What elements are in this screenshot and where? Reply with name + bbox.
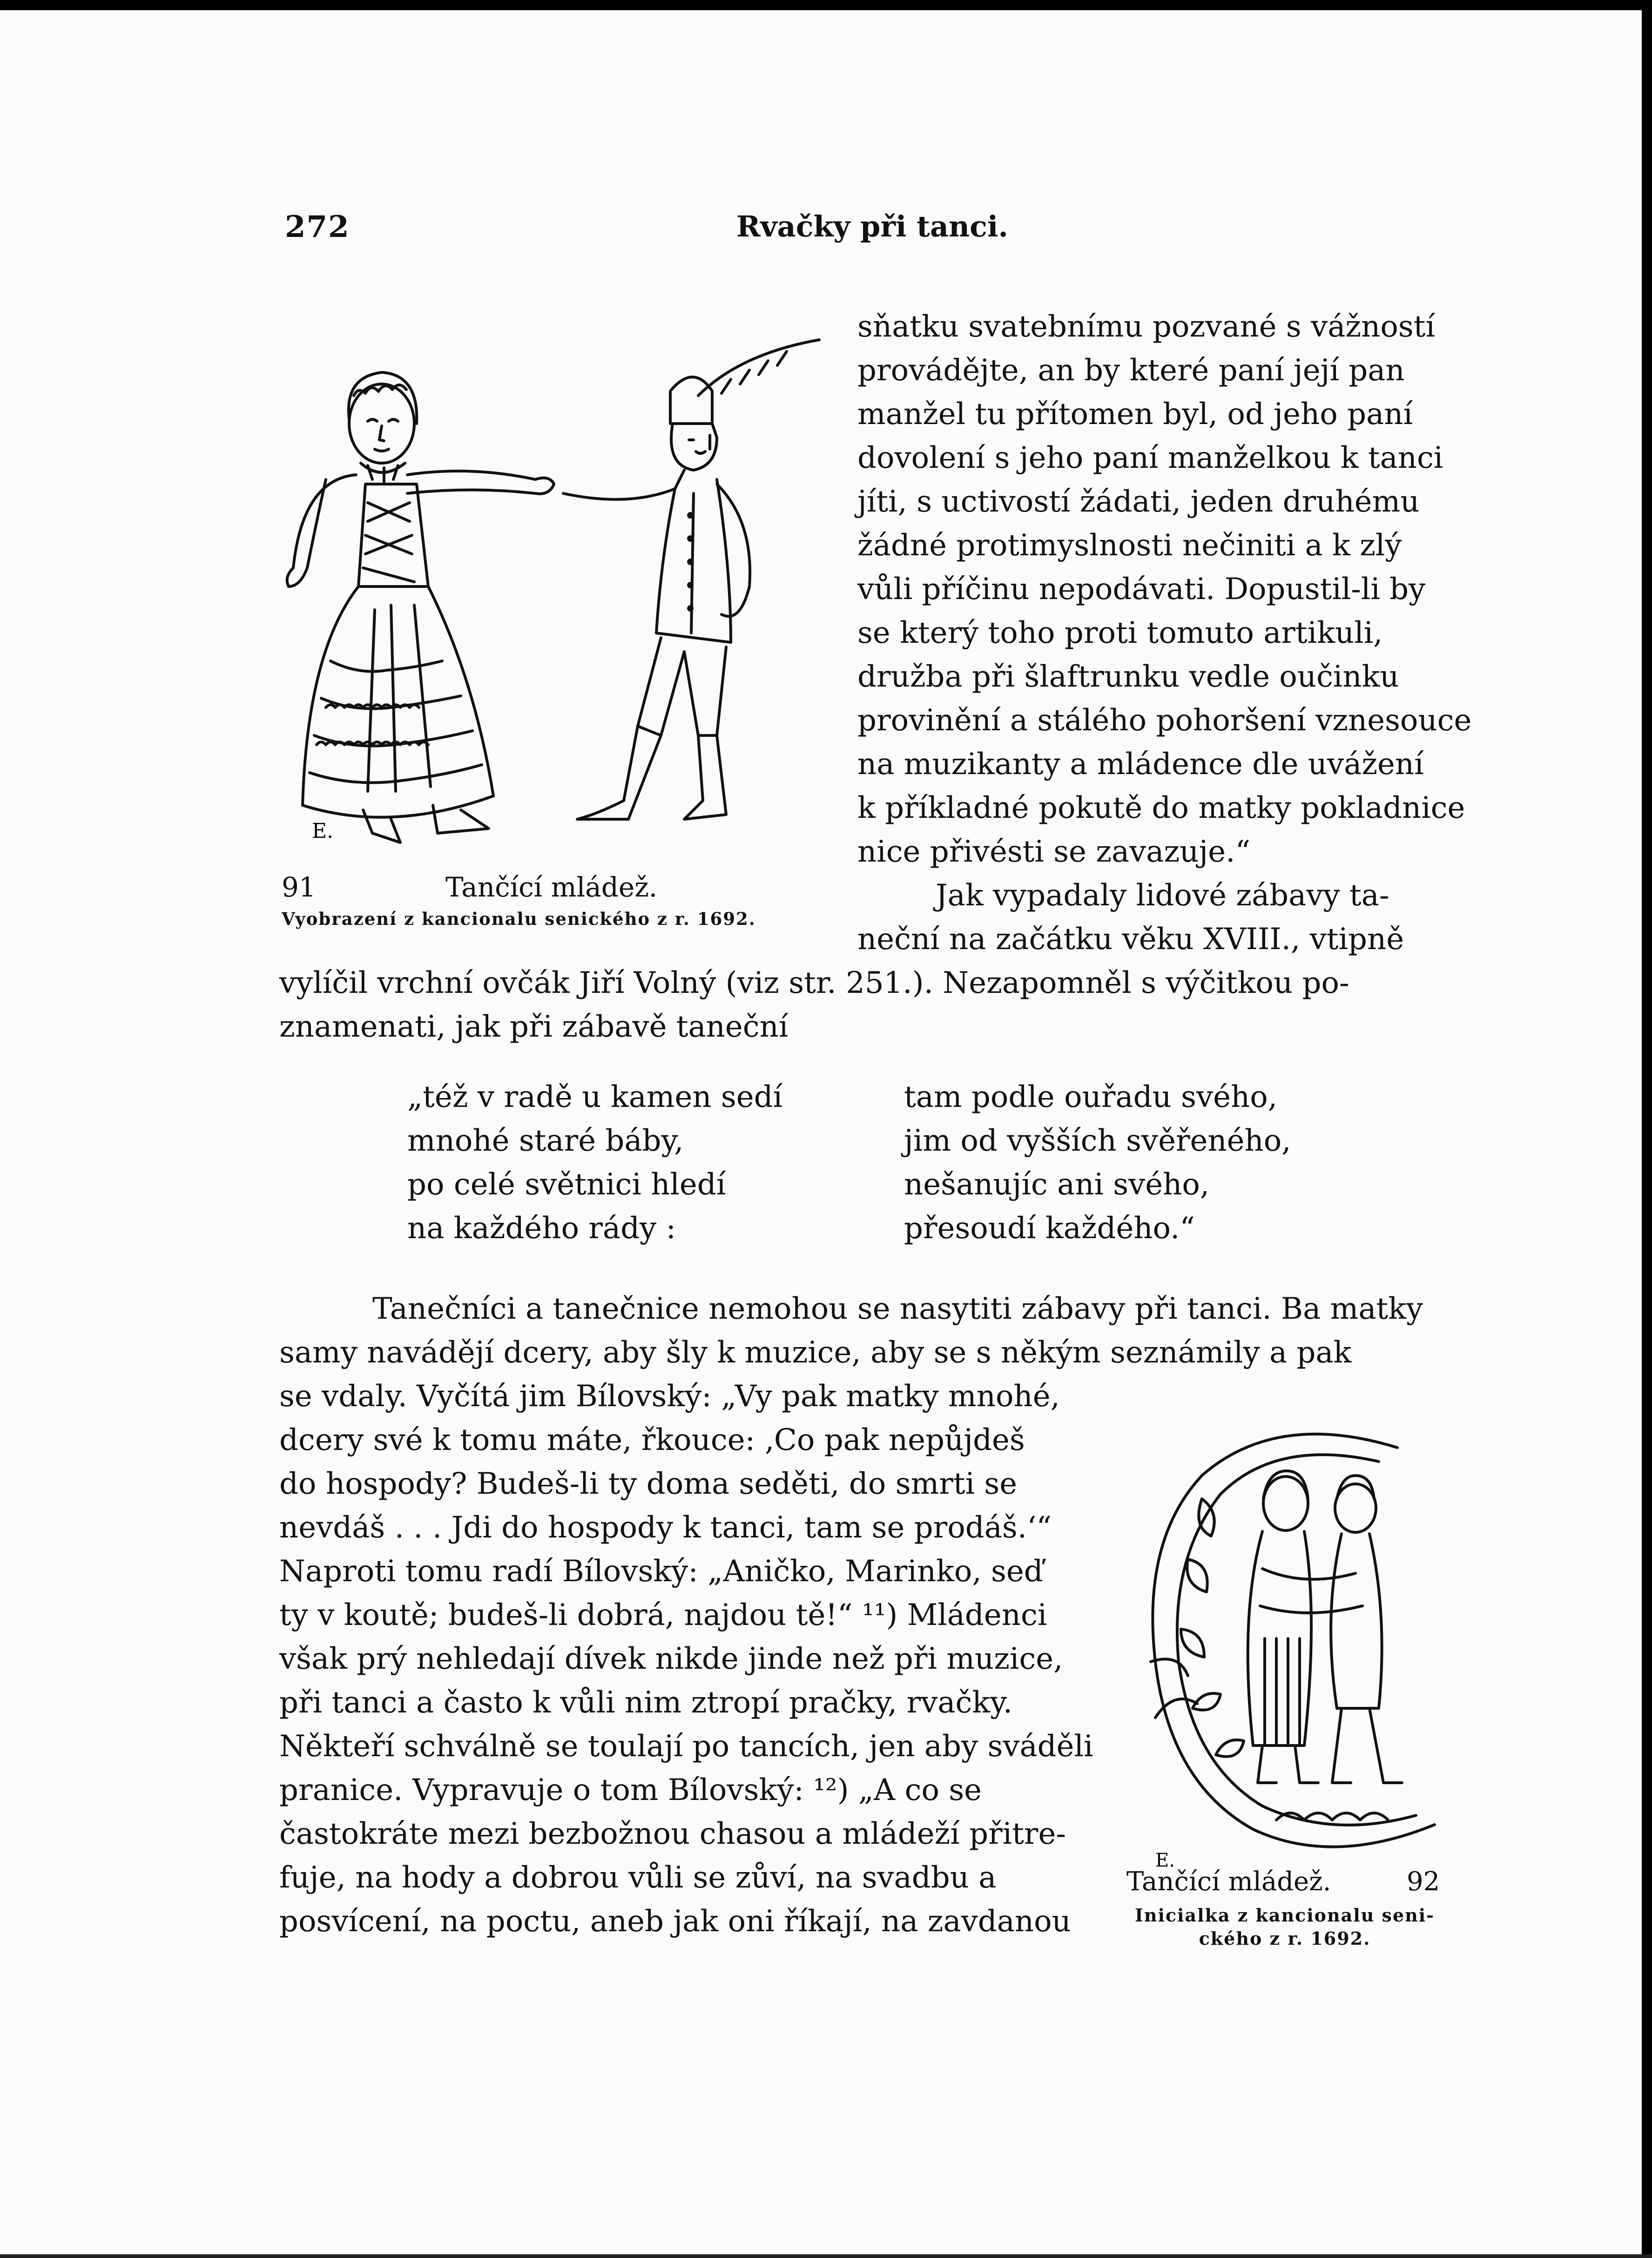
dancing-couple-drawing bbox=[275, 326, 847, 875]
text-line: se vdaly. Vyčítá jim Bílovský: „Vy pak matky mnohé, bbox=[279, 1379, 1060, 1414]
text-line: Tanečníci a tanečnice nemohou se nasytiti zábavy při tanci. Ba matky bbox=[372, 1292, 1423, 1326]
text-line: pranice. Vypravuje o tom Bílovský: ¹²) „A co se bbox=[279, 1773, 982, 1807]
text-line: častokráte mezi bezbožnou chasou a mládeží přitre- bbox=[279, 1817, 1066, 1851]
text-line: nevdáš . . . Jdi do hospody k tanci, tam se prodáš.‘“ bbox=[279, 1510, 1052, 1545]
scan-border-top bbox=[0, 0, 1652, 10]
text-line: ty v koutě; budeš-li dobrá, najdou tě!“ ¹¹) Mládenci bbox=[279, 1598, 1047, 1632]
figure-91-source: Vyobrazení z kancionalu senického z r. 1692. bbox=[282, 909, 756, 929]
figure-91-number: 91 bbox=[282, 871, 316, 903]
poem-line: „též v radě u kamen sedí bbox=[407, 1080, 783, 1114]
text-line: dcery své k tomu máte, řkouce: ‚Co pak nepůjdeš bbox=[279, 1423, 1025, 1457]
text-line: provinění a stálého pohoršení vznesouce bbox=[857, 703, 1472, 738]
text-line: se který toho proti tomuto artikuli, bbox=[857, 616, 1383, 650]
figure-92-source: Inicialka z kancionalu seni- bbox=[1135, 1905, 1435, 1926]
text-line: jíti, s uctivostí žádati, jeden druhému bbox=[857, 485, 1420, 519]
text-line: žádné protimyslnosti nečiniti a k zlý bbox=[857, 528, 1402, 563]
text-line: na muzikanty a mládence dle uvážení bbox=[857, 747, 1424, 782]
figure-91-illustration bbox=[275, 326, 847, 875]
text-line: posvícení, na poctu, aneb jak oni říkají, na zavdanou bbox=[279, 1904, 1071, 1939]
scan-border-right bbox=[1642, 0, 1652, 2258]
poem-line: jim od vyšších svěřeného, bbox=[904, 1124, 1291, 1158]
figure-91-signature: E. bbox=[312, 819, 334, 843]
text-line: Jak vypadaly lidové zábavy ta- bbox=[936, 878, 1389, 913]
scan-border-bottom bbox=[0, 2254, 1652, 2258]
figure-92-signature: E. bbox=[1155, 1850, 1175, 1871]
poem-line: tam podle ouřadu svého, bbox=[904, 1080, 1278, 1114]
text-line: však prý nehledají dívek nikde jinde než při muzice, bbox=[279, 1642, 1063, 1676]
text-line: samy navádějí dcery, aby šly k muzice, aby se s někým seznámily a pak bbox=[279, 1335, 1352, 1370]
text-line: manžel tu přítomen byl, od jeho paní bbox=[857, 397, 1413, 431]
poem-line: na každého rády : bbox=[407, 1211, 676, 1246]
text-line: k příkladné pokutě do matky pokladnice bbox=[857, 791, 1465, 825]
text-line: provádějte, an by které paní její pan bbox=[857, 353, 1405, 388]
page-header bbox=[0, 209, 1652, 265]
initial-letter-drawing bbox=[1137, 1420, 1444, 1885]
text-line: Někteří schválně se toulají po tancích, jen aby sváděli bbox=[279, 1729, 1093, 1764]
poem-line: nešanujíc ani svého, bbox=[904, 1167, 1210, 1202]
text-line: vůli příčinu nepodávati. Dopustil-li by bbox=[857, 572, 1426, 607]
joined-hands bbox=[535, 478, 554, 494]
running-head: Rvačky při tanci. bbox=[736, 209, 1008, 243]
woman-figure bbox=[287, 372, 535, 843]
figure-92-title: Tančící mládež. bbox=[1126, 1867, 1331, 1897]
figure-92-illustration bbox=[1137, 1420, 1444, 1885]
text-line: sňatku svatebnímu pozvané s vážností bbox=[857, 310, 1435, 344]
text-line: Naproti tomu radí Bílovský: „Aničko, Marinko, seď bbox=[279, 1554, 1043, 1589]
text-line: při tanci a často k vůli nim ztropí pračky, rvačky. bbox=[279, 1685, 1013, 1720]
page-number: 272 bbox=[285, 209, 350, 244]
text-line: družba při šlaftrunku vedle oučinku bbox=[857, 660, 1399, 694]
figure-91-title: Tančící mládež. bbox=[445, 871, 658, 903]
text-line: neční na začátku věku XVIII., vtipně bbox=[857, 922, 1404, 957]
text-line: fuje, na hody a dobrou vůli se zůví, na svadbu a bbox=[279, 1860, 997, 1895]
text-line: nice přivésti se zavazuje.“ bbox=[857, 835, 1251, 869]
figure-92-source: ckého z r. 1692. bbox=[1199, 1928, 1371, 1949]
poem-line: po celé světnici hledí bbox=[407, 1167, 726, 1202]
text-line: znamenati, jak při zábavě taneční bbox=[279, 1010, 789, 1044]
text-line: dovolení s jeho paní manželkou k tanci bbox=[857, 441, 1443, 475]
man-figure bbox=[563, 340, 819, 819]
figure-92-number: 92 bbox=[1407, 1867, 1440, 1897]
text-line: do hospody? Budeš-li ty doma seděti, do smrti se bbox=[279, 1467, 1018, 1501]
poem-line: mnohé staré báby, bbox=[407, 1124, 684, 1158]
poem-line: přesoudí každého.“ bbox=[904, 1211, 1195, 1246]
text-line: vylíčil vrchní ovčák Jiří Volný (viz str. 251.). Nezapomněl s výčitkou po- bbox=[279, 966, 1349, 1000]
